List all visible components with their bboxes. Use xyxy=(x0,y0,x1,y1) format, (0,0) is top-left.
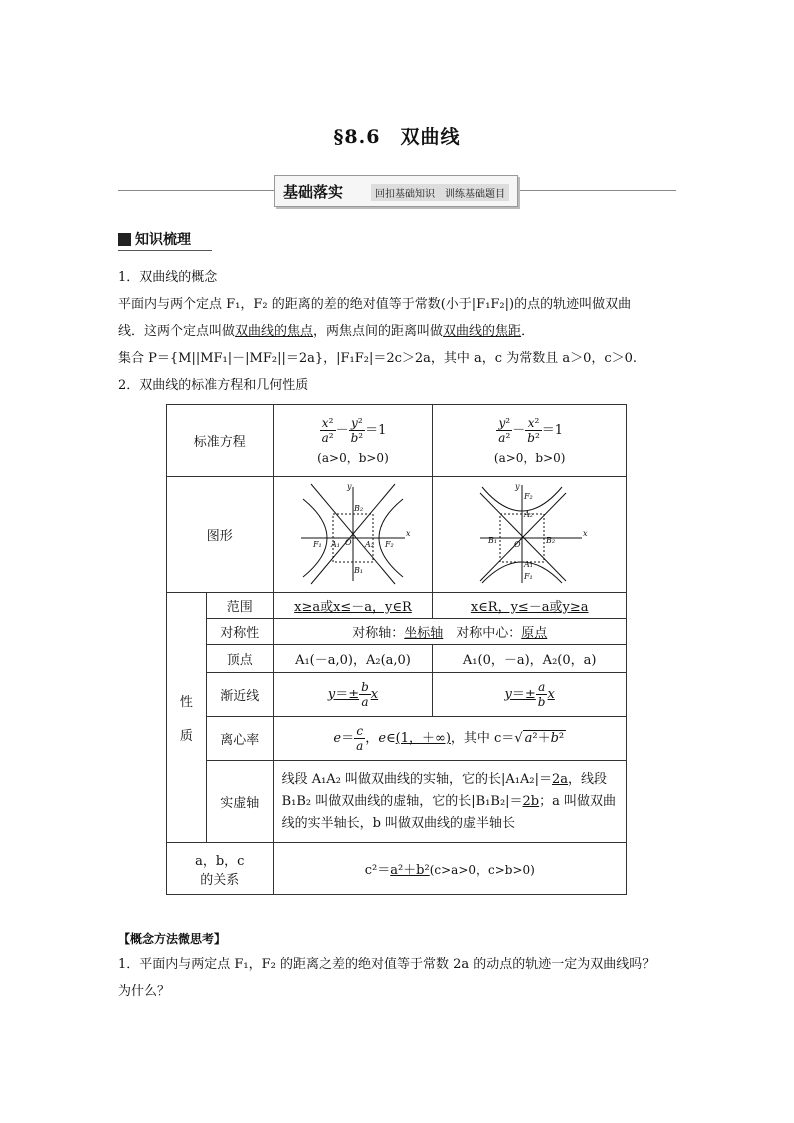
label-axes: 实虚轴 xyxy=(206,761,273,843)
svg-text:A₂: A₂ xyxy=(523,509,533,519)
row-axes xyxy=(167,761,627,843)
svg-text:O: O xyxy=(344,537,352,547)
svg-text:A₁: A₁ xyxy=(330,539,340,549)
hyperbola-table xyxy=(166,404,627,895)
svg-text:O: O xyxy=(513,539,521,549)
label-range: 范围 xyxy=(206,593,273,619)
vertex-x: A₁(－a,0)，A₂(a,0) xyxy=(273,645,433,673)
svg-text:y: y xyxy=(346,481,352,491)
svg-text:F₁: F₁ xyxy=(312,539,322,549)
asymptote-y: y＝± $\frac{a}{b}$ x xyxy=(433,673,627,717)
label-asymptote: 渐近线 xyxy=(206,673,273,717)
equation-x: $\frac{\text{x²}}{\text{a²}}$ － $\frac{\text{y²}}{\text{b²}}$ ＝1 (a>0，b>0) xyxy=(273,405,433,477)
row-equation xyxy=(167,405,627,477)
axes-value: 线段 A₁A₂ 叫做双曲线的实轴，它的长|A₁A₂|＝2a，线段 B₁B₂ 叫做双曲线的虚轴，它的长|B₁B₂|＝2b；a 叫做双曲 线的实半轴长，b 叫做双曲线的虚半轴长 xyxy=(273,761,626,843)
section-underline xyxy=(118,250,212,251)
row-symmetry xyxy=(167,619,627,645)
hyperbola-y-graph xyxy=(470,481,590,585)
row-range xyxy=(167,593,627,619)
label-relation: a，b，c 的关系 xyxy=(167,843,274,895)
vertex-y: A₁(0，－a)，A₂(0，a) xyxy=(433,645,627,673)
banner-line-left xyxy=(118,190,274,191)
eccentricity-value: e＝ $\frac{c}{a}$ ，e∈(1，＋∞)，其中 c＝√ a²＋b² xyxy=(273,717,626,761)
svg-text:A₁: A₁ xyxy=(523,559,533,569)
row-figure xyxy=(167,477,627,593)
svg-text:x: x xyxy=(405,528,411,538)
label-equation: 标准方程 xyxy=(167,405,274,477)
label-eccentricity: 离心率 xyxy=(206,717,273,761)
row-relation xyxy=(167,843,627,895)
label-symmetry: 对称性 xyxy=(206,619,273,645)
svg-text:B₁: B₁ xyxy=(487,535,497,545)
section-heading: 知识梳理 xyxy=(118,229,191,249)
svg-text:F₂: F₂ xyxy=(384,539,394,549)
svg-text:y: y xyxy=(514,481,520,491)
item1-line1: 平面内与两个定点 F₁，F₂ 的距离的差的绝对值等于常数(小于|F₁F₂|)的点的轨迹叫做双曲 xyxy=(118,297,632,312)
item1-heading: 1．双曲线的概念 xyxy=(118,270,218,285)
svg-text:B₂: B₂ xyxy=(353,503,364,513)
think-heading: 【概念方法微思考】 xyxy=(118,932,227,946)
item2-heading: 2．双曲线的标准方程和几何性质 xyxy=(118,378,309,393)
svg-text:B₁: B₁ xyxy=(353,565,364,575)
figure-y-hyperbola xyxy=(433,477,627,593)
label-vertex: 顶点 xyxy=(206,645,273,673)
think-question-1b: 为什么？ xyxy=(118,984,171,999)
banner-line-right xyxy=(518,190,676,191)
label-properties: 性 质 xyxy=(167,593,207,843)
equation-y: $\frac{\text{y²}}{\text{a²}}$ － $\frac{\text{x²}}{\text{b²}}$ ＝1 (a>0，b>0) xyxy=(433,405,627,477)
square-icon xyxy=(118,233,131,246)
page-title: §8.6 双曲线 xyxy=(333,126,461,148)
item1-line2: 线．这两个定点叫做双曲线的焦点，两焦点间的距离叫做双曲线的焦距． xyxy=(118,324,535,339)
svg-text:F₂: F₂ xyxy=(523,491,533,501)
row-eccentricity xyxy=(167,717,627,761)
asymptote-x: y＝± $\frac{b}{a}$ x xyxy=(273,673,433,717)
symmetry-value: 对称轴：坐标轴 对称中心：原点 xyxy=(273,619,626,645)
label-figure: 图形 xyxy=(167,477,274,593)
svg-text:B₂: B₂ xyxy=(545,535,555,545)
row-asymptote xyxy=(167,673,627,717)
think-question-1: 1．平面内与两定点 F₁，F₂ 的距离之差的绝对值等于常数 2a 的动点的轨迹一定为双曲线吗？ xyxy=(118,957,656,972)
row-vertex xyxy=(167,645,627,673)
banner-sub: 回扣基础知识 训练基础题目 xyxy=(371,184,509,201)
svg-text:F₁: F₁ xyxy=(523,571,533,581)
svg-text:A₂: A₂ xyxy=(364,539,374,549)
item1-line3: 集合 P＝{M||MF₁|－|MF₂||＝2a}，|F₁F₂|＝2c＞2a，其中 a，c 为常数且 a＞0，c＞0. xyxy=(118,351,638,366)
figure-x-hyperbola xyxy=(273,477,433,593)
range-x: x≥a或x≤－a，y∈R xyxy=(273,593,433,619)
section-banner xyxy=(274,175,518,207)
hyperbola-x-graph xyxy=(293,481,413,585)
range-y: x∈R，y≤－a或y≥a xyxy=(433,593,627,619)
svg-text:x: x xyxy=(582,528,588,538)
banner-main: 基础落实 xyxy=(283,183,344,201)
relation-value: c²＝a²＋b²(c>a>0，c>b>0) xyxy=(273,843,626,895)
